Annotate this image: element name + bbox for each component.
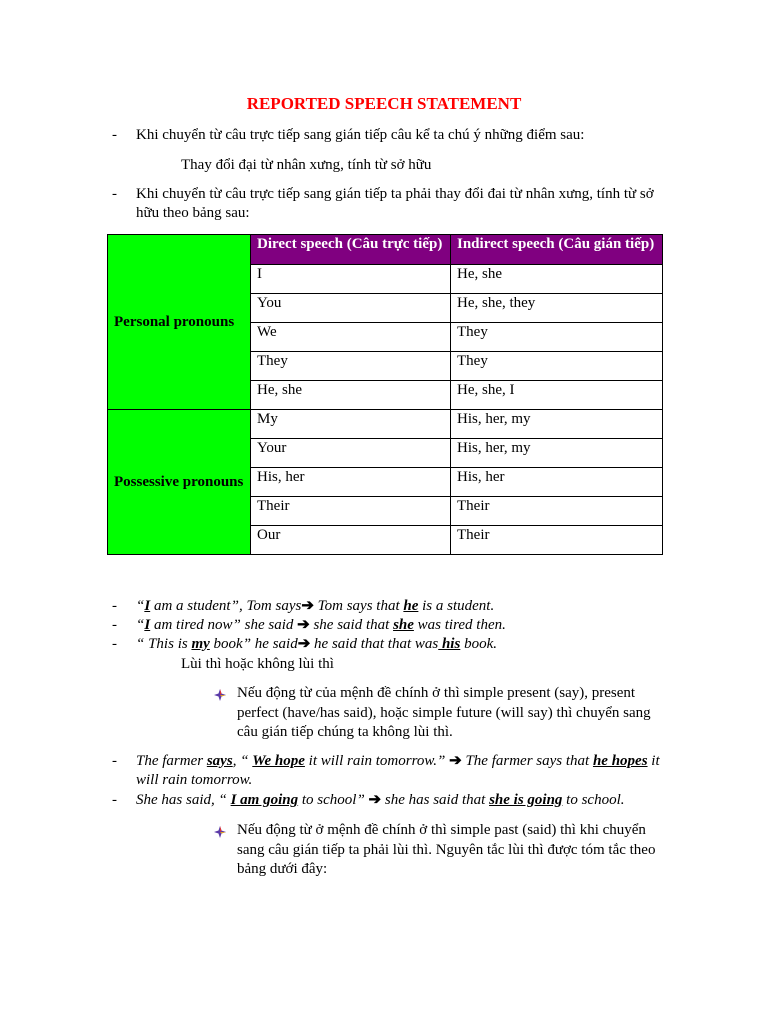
example-highlight: I: [144, 617, 151, 633]
bullet-text-1: Nếu động từ của mệnh đề chính ở thì simple present (say), present perfect (have/has said), hoặc simple future (will say) thì chuyển sang câu gián tiếp chúng ta không lùi thì.: [237, 685, 651, 740]
cell-indirect: He, she, I: [451, 381, 663, 410]
example-fragment: book.: [460, 636, 497, 652]
category-possessive: Possessive pronouns: [108, 410, 251, 555]
intro-text-1: Khi chuyển từ câu trực tiếp sang gián tiếp câu kể ta chú ý những điểm sau:: [136, 127, 585, 143]
example-fragment: it will rain tomorrow.: [136, 753, 660, 788]
example-fragment: Tom says that: [313, 598, 404, 614]
cell-indirect: His, her, my: [451, 439, 663, 468]
example-fragment: “: [136, 598, 145, 614]
cell-indirect: He, she, they: [451, 294, 663, 323]
pronoun-table: [107, 234, 663, 555]
arrow-right-icon: ➔: [297, 617, 310, 633]
example-fragment: She has said, “: [136, 792, 231, 808]
table-row: [108, 410, 663, 439]
example-highlight: she: [393, 617, 414, 633]
example-fragment: she said that: [309, 617, 394, 633]
cell-direct: My: [251, 410, 451, 439]
example-highlight: he: [403, 598, 419, 614]
cell-direct: Their: [251, 497, 451, 526]
arrow-right-icon: ➔: [368, 792, 382, 808]
list-dash: -: [112, 636, 117, 652]
example-fragment: was tired then.: [413, 617, 506, 633]
arrow-right-icon: ➔: [297, 636, 311, 652]
cell-direct: His, her: [251, 468, 451, 497]
category-personal: Personal pronouns: [108, 235, 251, 410]
example-highlight: says: [206, 753, 233, 769]
example-fragment: is a student.: [418, 598, 495, 614]
cell-direct: You: [251, 294, 451, 323]
example-highlight: his: [438, 636, 461, 652]
list-dash: -: [112, 127, 117, 143]
example-text-2: [136, 616, 672, 635]
list-dash: -: [112, 186, 117, 202]
cell-direct: We: [251, 323, 451, 352]
list-dash: -: [112, 598, 117, 614]
tense-note: Lùi thì hoặc không lùi thì: [181, 656, 334, 672]
cell-indirect: He, she: [451, 265, 663, 294]
intro-subtext: Thay đổi đại từ nhân xưng, tính từ sở hữu: [181, 157, 432, 173]
arrow-right-icon: ➔: [449, 753, 462, 769]
arrow-right-icon: ➔: [301, 598, 314, 614]
example-highlight: my: [191, 636, 210, 652]
example-fragment: The farmer says that: [461, 753, 593, 769]
table-header-row: [108, 235, 663, 265]
cell-direct: Your: [251, 439, 451, 468]
example-text-1: [136, 597, 672, 616]
cell-direct: Our: [251, 526, 451, 555]
cell-indirect: His, her: [451, 468, 663, 497]
cell-indirect: Their: [451, 526, 663, 555]
example-fragment: book” he said: [209, 636, 298, 652]
list-dash: -: [112, 753, 117, 769]
cell-indirect: They: [451, 323, 663, 352]
example-text-5: [136, 791, 672, 810]
example-fragment: , “: [232, 753, 253, 769]
example-fragment: he said that that was: [310, 636, 439, 652]
example-fragment: am tired now” she said: [150, 617, 298, 633]
star-bullet-icon: [213, 688, 227, 702]
bullet-text-2: Nếu động từ ở mệnh đề chính ở thì simple past (said) thì khi chuyển sang câu gián tiếp ta phải lùi thì. Nguyên tắc lùi thì được tóm tắc theo bảng dưới đây:: [237, 822, 656, 877]
example-text-3: [136, 635, 672, 654]
example-fragment: to school.: [562, 792, 625, 808]
intro-text-2: Khi chuyển từ câu trực tiếp sang gián tiếp ta phải thay đổi đai từ nhân xưng, tính từ sở hữu theo bảng sau:: [136, 186, 654, 221]
example-fragment: to school”: [298, 792, 369, 808]
example-fragment: it will rain tomorrow.”: [304, 753, 450, 769]
cell-direct: I: [251, 265, 451, 294]
header-indirect: Indirect speech (Câu gián tiếp): [451, 235, 663, 265]
cell-indirect: Their: [451, 497, 663, 526]
example-fragment: she has said that: [381, 792, 490, 808]
star-bullet-icon: [213, 825, 227, 839]
example-fragment: The farmer: [136, 753, 207, 769]
example-text-4: [136, 752, 672, 790]
cell-direct: They: [251, 352, 451, 381]
example-fragment: “ This is: [136, 636, 192, 652]
example-highlight: I am going: [230, 792, 299, 808]
list-dash: -: [112, 792, 117, 808]
cell-direct: He, she: [251, 381, 451, 410]
header-direct: Direct speech (Câu trực tiếp): [251, 235, 451, 265]
example-highlight: We hope: [252, 753, 305, 769]
cell-indirect: His, her, my: [451, 410, 663, 439]
page-title: REPORTED SPEECH STATEMENT: [246, 94, 522, 113]
cell-indirect: They: [451, 352, 663, 381]
example-highlight: she is going: [489, 792, 563, 808]
list-dash: -: [112, 617, 117, 633]
example-highlight: I: [144, 598, 151, 614]
example-fragment: am a student”, Tom says: [150, 598, 302, 614]
example-highlight: he hopes: [592, 753, 648, 769]
example-fragment: “: [136, 617, 145, 633]
